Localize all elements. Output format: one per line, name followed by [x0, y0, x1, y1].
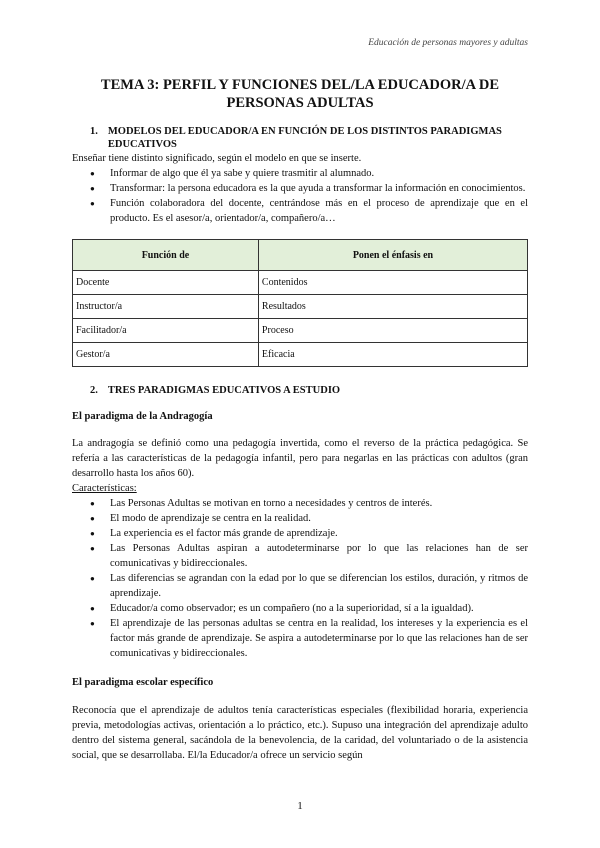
page-number: 1: [297, 800, 303, 812]
table-row: [73, 295, 528, 319]
list-item: ● Informar de algo que él ya sabe y quiere trasmitir al alumnado.: [110, 166, 528, 181]
section-2-heading: [90, 384, 528, 397]
table-row: [73, 343, 528, 367]
table-cell: Eficacia: [258, 343, 527, 367]
characteristics-list: [72, 496, 528, 661]
paragraph: Reconocía que el aprendizaje de adultos tenía características especiales (flexibilidad horaria, experiencia previa, metodologías activas, orientación a lo práctico, etc.). Supuso una integración del aprendizaje adulto dentro del sistema general, sacándola de la benevolencia, de la caridad, del voluntariado o de la asistencia social, que se desarrollaba. El/la Educador/a ofrece un servicio según: [72, 705, 528, 761]
list-item: ● Las Personas Adultas aspiran a autodeterminarse por lo que las relaciones han de ser comunicativas y bidireccionales.: [110, 541, 528, 571]
characteristics-label: Características:: [72, 483, 137, 494]
table-header: Ponen el énfasis en: [258, 240, 527, 271]
section-number: 2.: [90, 385, 98, 396]
list-item: ● Función colaboradora del docente, centrándose más en el proceso de aprendizaje que en el producto. Es el asesor/a, orientador/a, compañero/a…: [110, 196, 528, 226]
document-body: [72, 125, 528, 763]
subsection-title: El paradigma de la Andragogía: [72, 411, 213, 422]
table-cell: Resultados: [258, 295, 527, 319]
list-item: ● Educador/a como observador; es un compañero (no a la superioridad, sí a la igualdad).: [110, 601, 528, 616]
list-item: ● Las Personas Adultas se motivan en torno a necesidades y centros de interés.: [110, 496, 528, 511]
list-item: ● El aprendizaje de las personas adultas se centra en la realidad, los intereses y la experiencia es el factor más grande de aprendizaje. Se aspira a autodeterminarse por lo que las relaciones han de ser comunicativas y bidireccionales.: [110, 616, 528, 661]
page-title: TEMA 3: PERFIL Y FUNCIONES DEL/LA EDUCADOR/A DE PERSONAS ADULTAS: [100, 77, 500, 111]
table-row: [73, 319, 528, 343]
table-cell: Proceso: [258, 319, 527, 343]
section-1-intro: Enseñar tiene distinto significado, según el modelo en que se inserte.: [72, 153, 362, 164]
table-cell: Gestor/a: [73, 343, 259, 367]
list-item: ● El modo de aprendizaje se centra en la realidad.: [110, 511, 528, 526]
table-row: [73, 271, 528, 295]
paragraph: La andragogía se definió como una pedagogía invertida, como el reverso de la práctica pedagógica. Se refería a las características de la pedagogía infantil, pero para negarlas en las prácticas con adultos (gran desarrollo hasta los años 60).: [72, 438, 528, 479]
list-item: ● Las diferencias se agrandan con la edad por lo que se diferencian los estilos, duración, y ritmos de aprendizaje.: [110, 571, 528, 601]
table-cell: Contenidos: [258, 271, 527, 295]
table-cell: Instructor/a: [73, 295, 259, 319]
list-item: ● Transformar: la persona educadora es la que ayuda a transformar la información en conocimientos.: [110, 181, 528, 196]
section-1-heading: [90, 125, 528, 151]
section-number: 1.: [90, 126, 98, 137]
subsection-title: El paradigma escolar específico: [72, 677, 214, 688]
page-header: Educación de personas mayores y adultas: [368, 38, 528, 48]
table-header: Función de: [73, 240, 259, 271]
functions-table: [72, 239, 528, 367]
section-title: TRES PARADIGMAS EDUCATIVOS A ESTUDIO: [107, 385, 341, 396]
table-header-row: [73, 240, 528, 271]
section-1-bullets: [72, 166, 528, 226]
list-item: ● La experiencia es el factor más grande de aprendizaje.: [110, 526, 528, 541]
table-cell: Docente: [73, 271, 259, 295]
section-title: MODELOS DEL EDUCADOR/A EN FUNCIÓN DE LOS DISTINTOS PARADIGMAS EDUCATIVOS: [107, 126, 502, 150]
table-cell: Facilitador/a: [73, 319, 259, 343]
